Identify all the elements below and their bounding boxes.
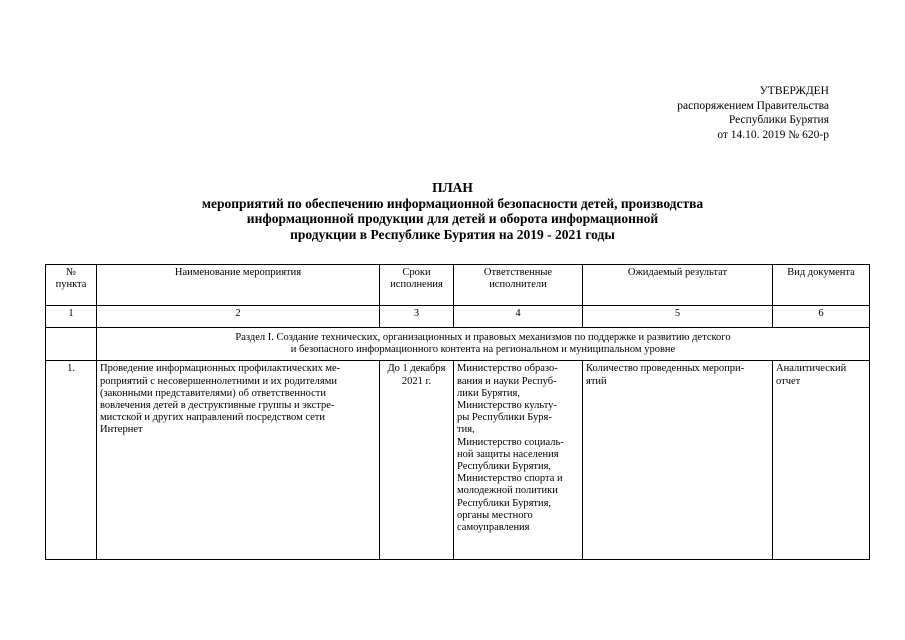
- approval-republic: Республики Бурятия: [728, 114, 829, 126]
- approval-order: распоряжением Правительства: [677, 99, 829, 112]
- row-executors: Министерство образо- вания и науки Респуб- лики Бурятия, Министерство культу- ры Республики Буря- тия, Министерство социаль- ной защиты населения Республики Бурятия, Министерство спорта и молодежной политики Республики Бурятия, органы местного самоуправления: [454, 361, 583, 560]
- column-number: 4: [454, 306, 583, 328]
- table-row: [46, 361, 870, 560]
- table-header-row: [46, 265, 870, 306]
- column-number: 6: [773, 306, 870, 328]
- row-number: 1.: [46, 361, 97, 560]
- approval-stamp: [677, 84, 829, 142]
- column-number-row: [46, 306, 870, 328]
- header-number: № пункта: [46, 265, 97, 306]
- row-document-type: Аналитический отчет: [773, 361, 870, 560]
- column-number: 1: [46, 306, 97, 328]
- header-executors: Ответственные исполнители: [454, 265, 583, 306]
- header-expected-result: Ожидаемый результат: [583, 265, 773, 306]
- column-number: 2: [97, 306, 380, 328]
- section-row: [46, 328, 870, 361]
- column-number: 3: [380, 306, 454, 328]
- title-line-3: продукции в Республике Бурятия на 2019 - 2021 годы: [290, 226, 615, 242]
- title-heading: ПЛАН: [432, 180, 473, 195]
- row-deadline: До 1 декабря 2021 г.: [380, 361, 454, 560]
- title-line-1: мероприятий по обеспечению информационной безопасности детей, производства: [201, 195, 704, 211]
- row-event-name: Проведение информационных профилактических ме- роприятий с несовершеннолетними и их родителями (законными представителями) об ответственности вовлечения детей в деструктивные группы и экстре- мистской и других направлений посредством сети Интернет: [97, 361, 380, 560]
- section-title: Раздел I. Создание технических, организационных и правовых механизмов по поддержке и развитию детского и безопасного информационного контента на региональном и муниципальном уровне: [97, 328, 870, 361]
- approval-date-number: от 14.10. 2019 № 620-р: [717, 128, 829, 141]
- title-line-2: информационной продукции для детей и оборота информационной: [246, 211, 659, 226]
- section-empty-cell: [46, 328, 97, 361]
- approval-title: УТВЕРЖДЕН: [759, 85, 829, 97]
- column-number: 5: [583, 306, 773, 328]
- document-title: [0, 180, 905, 242]
- header-event-name: Наименование мероприятия: [97, 265, 380, 306]
- header-deadline: Сроки исполнения: [380, 265, 454, 306]
- plan-table: [45, 264, 870, 560]
- header-document-type: Вид документа: [773, 265, 870, 306]
- row-expected-result: Количество проведенных меропри- ятий: [583, 361, 773, 560]
